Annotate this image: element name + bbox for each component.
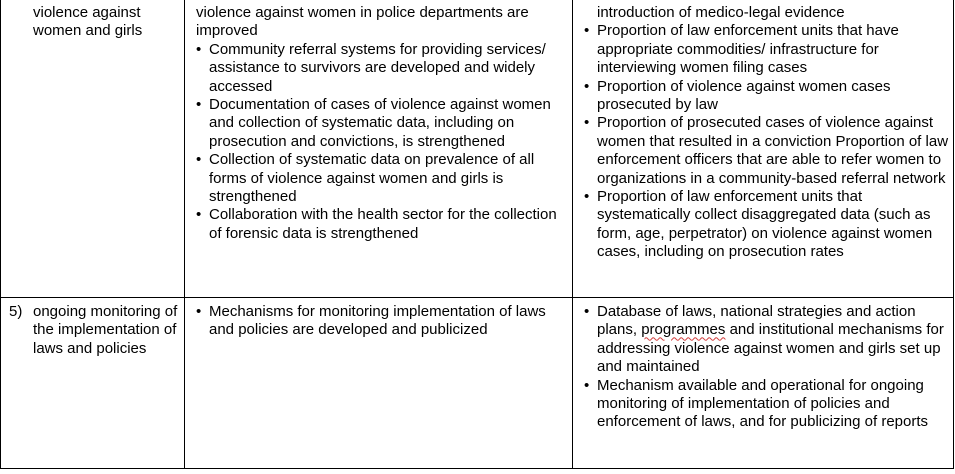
bullet-icon: • — [196, 96, 202, 114]
bullet-icon: • — [196, 206, 202, 224]
bullet-icon: • — [584, 114, 590, 132]
row-1-indicators-cell — [584, 4, 954, 262]
spellcheck-underline: programmes — [641, 321, 726, 339]
list-item-text: Collaboration with the health sector for the collection of forensic data is strengthened — [209, 206, 557, 242]
list-item-text: Collection of systematic data on prevalence of all forms of violence against women and girls is strengthened — [209, 151, 535, 206]
row-1-area-cell — [33, 4, 183, 41]
table-border-bottom — [0, 468, 954, 469]
bullet-icon: • — [584, 376, 590, 394]
column-divider-2 — [572, 0, 573, 469]
list-item — [196, 151, 564, 206]
row-2-area-text: ongoing monitoring of the implementation of laws and policies — [33, 303, 178, 357]
bullet-icon: • — [196, 40, 202, 58]
row-2-area-cell — [9, 303, 183, 358]
list-item — [584, 377, 954, 432]
row-2-indicators-cell — [584, 303, 954, 432]
list-item — [196, 41, 564, 96]
list-item — [196, 303, 564, 340]
list-item-text: Mechanism available and operational for ongoing monitoring of implementation of policies and enforcement of laws, and for publicizing of reports — [597, 376, 929, 431]
row-1-area-text: violence against women and girls — [33, 4, 143, 40]
row-1-results-cell — [196, 4, 564, 243]
row-2-results-list — [196, 303, 564, 340]
list-item-text: Database of laws, national strategies and action plans, programmes and institutional mechanisms for addressing violence against women and girls set up and maintained — [597, 303, 944, 376]
list-item — [584, 188, 954, 262]
column-divider-1 — [184, 0, 185, 469]
list-item — [196, 206, 564, 243]
list-item-text: Proportion of law enforcement units that systematically collect disaggregated data (such as form, age, perpetrator) on violence against women cases, including on prosecution rates — [597, 188, 933, 261]
row-1-indicators-lead: introduction of medico-legal evidence — [597, 4, 845, 21]
list-item — [584, 78, 954, 115]
bullet-icon: • — [196, 303, 202, 320]
list-item-text: Community referral systems for providing services/ assistance to survivors are developed and widely accessed — [209, 40, 546, 95]
list-item — [584, 303, 954, 377]
list-item — [584, 114, 954, 188]
list-item-text: Proportion of prosecuted cases of violence against women that resulted in a conviction Proportion of law enforcement officers that are able to refer women to organizations in a community-based referral network — [597, 114, 949, 187]
list-item-text: Documentation of cases of violence against women and collection of systematic data, including on prosecution and convictions, is strengthened — [209, 96, 551, 150]
row-1-results-lead: violence against women in police departments are improved — [196, 4, 529, 40]
list-item-text: Proportion of violence against women cases prosecuted by law — [597, 77, 891, 114]
bullet-icon: • — [584, 22, 590, 40]
list-item — [196, 96, 564, 151]
row-2-indicators-list — [584, 303, 954, 432]
list-item — [584, 22, 954, 77]
row-1-results-list — [196, 41, 564, 243]
table-border-left — [0, 0, 1, 469]
row-1-indicators-list — [584, 22, 954, 261]
bullet-icon: • — [584, 188, 590, 206]
row-number: 5) — [9, 303, 23, 320]
bullet-icon: • — [196, 151, 202, 169]
bullet-icon: • — [584, 303, 590, 320]
row-divider — [0, 297, 954, 298]
list-item-text: Proportion of law enforcement units that have appropriate commodities/ infrastructure for interviewing women filing cases — [597, 22, 899, 77]
row-2-results-cell — [196, 303, 564, 340]
bullet-icon: • — [584, 77, 590, 95]
list-item-text: Mechanisms for monitoring implementation of laws and policies are developed and publicized — [209, 303, 546, 339]
